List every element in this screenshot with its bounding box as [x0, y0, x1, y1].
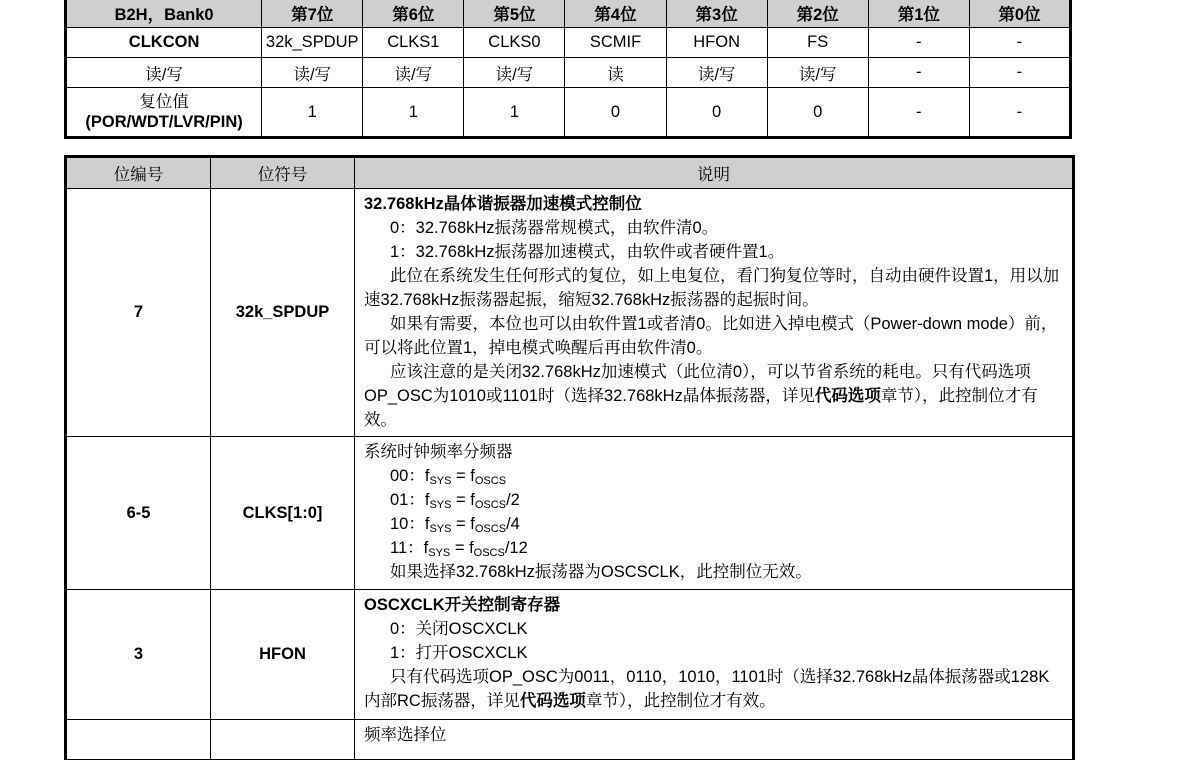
reset-label-line2: (POR/WDT/LVR/PIN) [85, 113, 243, 131]
bit6-rw: 读/写 [363, 58, 464, 88]
divider-option: 00：$f_{SYS} = f_{OSCS}$ [390, 467, 507, 487]
description-note: 应该注意的是关闭32.768kHz加速模式（此位清0），可以节省系统的耗电。只有代码选项OP_OSC为1010或1101时（选择32.768kHz晶体振荡器，详见代码选项章节），此控制位才有效。 [364, 363, 1038, 429]
bit1-rw: - [868, 58, 969, 88]
register-rw-row [66, 58, 1071, 88]
register-reset-row [66, 88, 1071, 138]
description-paragraph: 此位在系统发生任何形式的复位，如上电复位，看门狗复位等时，自动由硬件设置1，用以加速32.768kHz振荡器起振，缩短32.768kHz振荡器的起振时间。 [364, 267, 1060, 309]
description-title: OSCXCLK开关控制寄存器 [364, 596, 561, 614]
bit-number: 6-5 [66, 437, 211, 590]
bit-description-table [64, 155, 1075, 760]
description-title: 32.768kHz晶体谐振器加速模式控制位 [364, 195, 642, 213]
bit2-name: FS [767, 28, 868, 58]
bit1-name: - [868, 28, 969, 58]
option-line: 0：32.768kHz振荡器常规模式，由软件清0。 [390, 219, 719, 237]
register-address-cell: B2H，Bank0 [66, 0, 262, 28]
divider-option: 01：$f_{SYS} = f_{OSCS}/2$ [390, 491, 520, 511]
bit1-reset: - [868, 88, 969, 138]
bit-symbol: HFON [211, 590, 355, 720]
bit0-name: - [969, 28, 1070, 58]
bit7-header: 第7位 [262, 0, 363, 28]
description-title: 系统时钟频率分频器 [364, 443, 513, 461]
bit-symbol: CLKS[1:0] [211, 437, 355, 590]
table-row [66, 189, 1074, 437]
description-note: 只有代码选项OP_OSC为0011，0110，1010，1101时（选择32.768kHz晶体振荡器或128K内部RC振荡器，详见代码选项章节），此控制位才有效。 [364, 668, 1050, 710]
reset-label-line1: 复位值 [139, 93, 189, 111]
bit6-name: CLKS1 [363, 28, 464, 58]
bit3-rw: 读/写 [666, 58, 767, 88]
register-name-row [66, 28, 1071, 58]
table-row [66, 590, 1074, 720]
bit-number [66, 720, 211, 760]
description-title: 频率选择位 [364, 726, 447, 744]
bit3-header: 第3位 [666, 0, 767, 28]
register-table [64, 0, 1072, 139]
option-line: 0：关闭OSCXCLK [390, 620, 528, 638]
description-note: 如果选择32.768kHz振荡器为OSCSCLK，此控制位无效。 [390, 563, 812, 581]
bit7-rw: 读/写 [262, 58, 363, 88]
description-paragraph: 如果有需要，本位也可以由软件置1或者清0。比如进入掉电模式（Power-down mode）前，可以将此位置1，掉电模式唤醒后再由软件清0。 [364, 315, 1058, 357]
option-line: 1：32.768kHz振荡器加速模式，由软件或者硬件置1。 [390, 243, 785, 261]
register-name-cell: CLKCON [66, 28, 262, 58]
description-header: 说明 [355, 157, 1074, 189]
bit-number-header: 位编号 [66, 157, 211, 189]
bit5-reset: 1 [464, 88, 565, 138]
bit2-header: 第2位 [767, 0, 868, 28]
bit-symbol: 32k_SPDUP [211, 189, 355, 437]
reset-label [66, 88, 262, 138]
bit-description [355, 189, 1074, 437]
bit-description [355, 590, 1074, 720]
bit3-reset: 0 [666, 88, 767, 138]
bit-symbol [211, 720, 355, 760]
bit4-rw: 读 [565, 58, 666, 88]
bit4-reset: 0 [565, 88, 666, 138]
bit5-name: CLKS0 [464, 28, 565, 58]
bit-description [355, 437, 1074, 590]
bit2-reset: 0 [767, 88, 868, 138]
divider-option: 11：$f_{SYS} = f_{OSCS}/12$ [390, 539, 528, 559]
bit-number: 7 [66, 189, 211, 437]
table-row [66, 437, 1074, 590]
bit3-name: HFON [666, 28, 767, 58]
bit0-reset: - [969, 88, 1070, 138]
bit-number: 3 [66, 590, 211, 720]
register-header-row [66, 0, 1071, 28]
description-header-row [66, 157, 1074, 189]
divider-option: 10：$f_{SYS} = f_{OSCS}/4$ [390, 515, 520, 535]
bit6-reset: 1 [363, 88, 464, 138]
rw-label: 读/写 [66, 58, 262, 88]
bit4-header: 第4位 [565, 0, 666, 28]
bit5-rw: 读/写 [464, 58, 565, 88]
bit7-name: 32k_SPDUP [262, 28, 363, 58]
bit1-header: 第1位 [868, 0, 969, 28]
bit2-rw: 读/写 [767, 58, 868, 88]
bit7-reset: 1 [262, 88, 363, 138]
bit0-header: 第0位 [969, 0, 1070, 28]
bit6-header: 第6位 [363, 0, 464, 28]
option-line: 1：打开OSCXCLK [390, 644, 528, 662]
bit5-header: 第5位 [464, 0, 565, 28]
bit-description [355, 720, 1074, 760]
table-row [66, 720, 1074, 760]
bit4-name: SCMIF [565, 28, 666, 58]
bit0-rw: - [969, 58, 1070, 88]
bit-symbol-header: 位符号 [211, 157, 355, 189]
